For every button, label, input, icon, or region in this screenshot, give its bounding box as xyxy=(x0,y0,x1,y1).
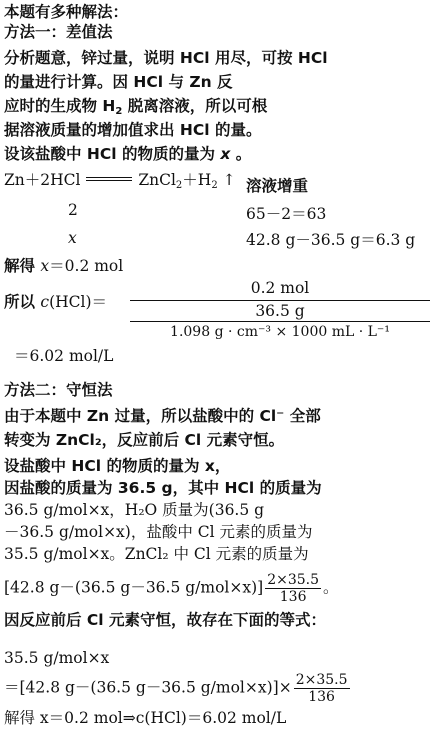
method2-line6: －36.5 g/mol×x)，盐酸中 Cl 元素的质量为 xyxy=(4,523,313,541)
fraction-inner-numerator: 36.5 g xyxy=(255,302,305,320)
fraction-numerator: 0.2 mol xyxy=(250,279,310,297)
method2-line4: 因盐酸的质量为 36.5 g，其中 HCl 的质量为 xyxy=(4,479,322,497)
method2-line3: 设盐酸中 HCl 的物质的量为 x， xyxy=(4,457,231,475)
method2-line1: 由于本题中 Zn 过量，所以盐酸中的 Cl⁻ 全部 xyxy=(4,407,321,425)
concentration-result: ＝6.02 mol/L xyxy=(14,347,114,365)
method2-line8: [42.8 g－(36.5 g－36.5 g/mol×x)] $\frac{2\times 35.5}{136}$ 。 xyxy=(4,572,339,605)
method2-title: 方法二：守恒法 xyxy=(4,381,113,399)
method2-line9: 因反应前后 Cl 元素守恒，故存在下面的等式： xyxy=(4,611,326,629)
method1-para-line4: 据溶液质量的增加值求出 HCl 的量。 xyxy=(4,121,262,139)
method2-line2: 转变为 ZnCl₂，反应前后 Cl 元素守恒。 xyxy=(4,431,285,449)
method1-para-line5: 设该盐酸中 HCl 的物质的量为 x 。 xyxy=(4,145,252,163)
method1-para-line3: 应时的生成物 $H_2$ 脱离溶液，所以可根 xyxy=(4,97,268,117)
solution-mass-gain-label: 溶液增重 xyxy=(246,177,309,195)
ratio-left-1: 2 xyxy=(68,201,78,219)
concentration-label: 所以 c(HCl)＝ xyxy=(4,293,108,311)
fraction-denominator: 1.098 g · cm⁻³ × 1000 mL · L⁻¹ xyxy=(170,324,390,340)
method2-final-answer: 解得 x＝0.2 mol⇒c(HCl)＝6.02 mol/L xyxy=(4,709,287,727)
method2-line5: 36.5 g/mol×x，H₂O 质量为(36.5 g xyxy=(4,501,265,519)
reaction-equation: Zn＋2HCl $ZnCl_2+H_2$ ↑ xyxy=(4,171,236,191)
ratio-right-2: 42.8 g－36.5 g＝6.3 g xyxy=(246,231,416,249)
method2-line7: 35.5 g/mol×x。ZnCl₂ 中 Cl 元素的质量为 xyxy=(4,545,309,563)
method1-title: 方法一：差值法 xyxy=(4,23,113,41)
fraction-cl-ratio-2: $\frac{2\times 35.5}{136}$ xyxy=(295,672,348,705)
fraction-cl-ratio: $\frac{2\times 35.5}{136}$ xyxy=(267,572,320,605)
solve-x-line: 解得 x＝0.2 mol xyxy=(4,257,124,275)
method2-line11: ＝[42.8 g－(36.5 g－36.5 g/mol×x)]× $\frac{2\times 35.5}{136}$ xyxy=(4,672,348,705)
method1-para-line1: 分析题意，锌过量，说明 HCl 用尽，可按 HCl xyxy=(4,49,328,67)
method2-line10: 35.5 g/mol×x xyxy=(4,649,110,667)
ratio-right-1: 65－2＝63 xyxy=(246,205,327,223)
intro-line: 本题有多种解法： xyxy=(4,3,129,21)
method1-para-line2: 的量进行计算。因 HCl 与 Zn 反 xyxy=(4,73,233,91)
ratio-left-2: x xyxy=(68,229,77,247)
